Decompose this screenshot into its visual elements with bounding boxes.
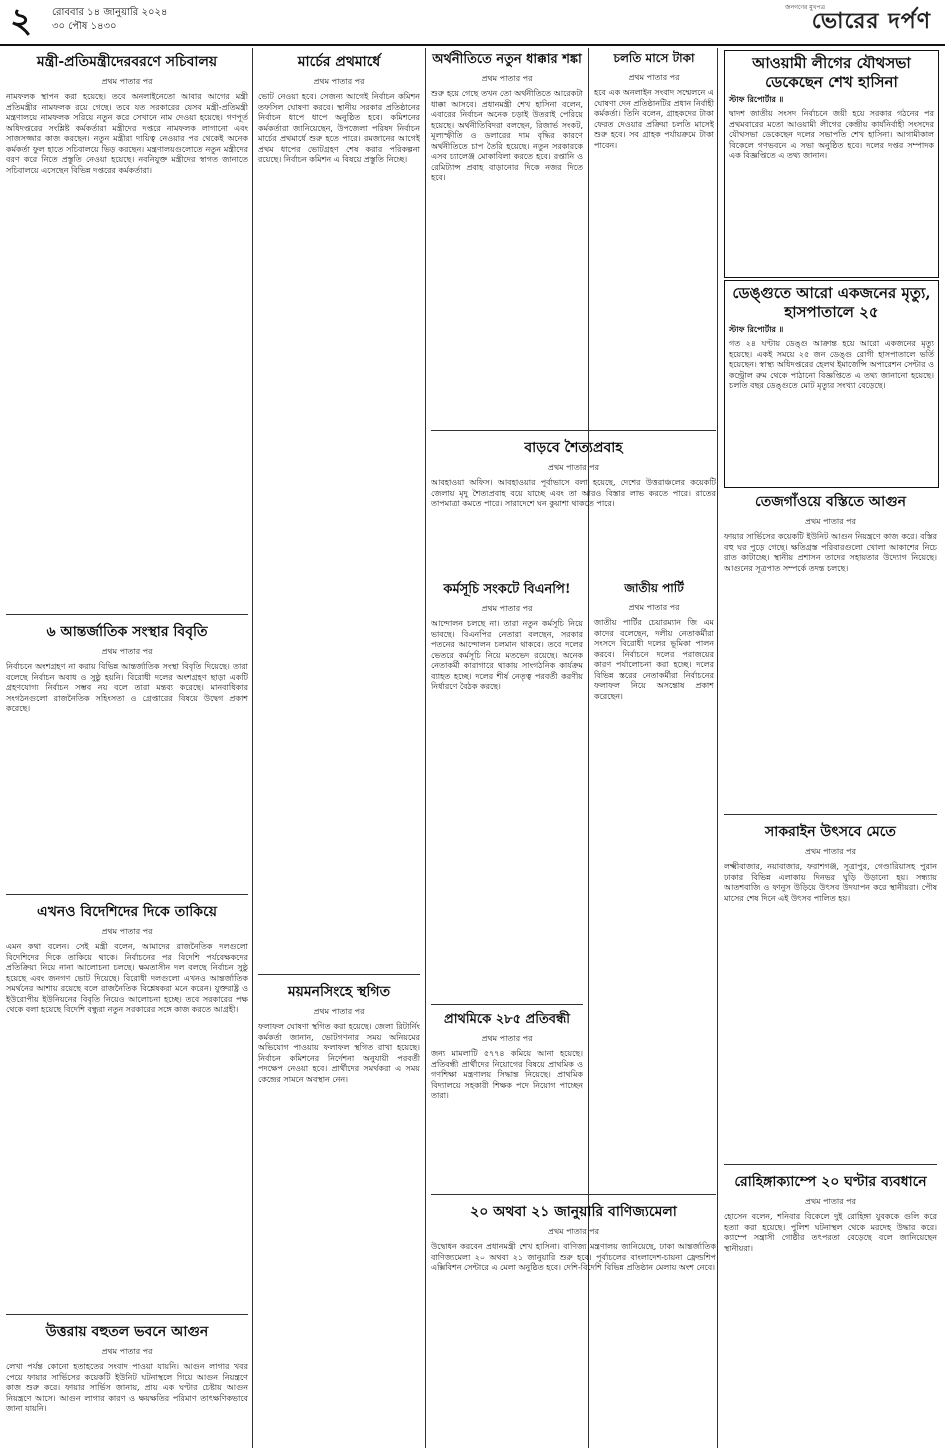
article-rohingya-camp (724, 1170, 937, 1446)
article-march-first-half (258, 50, 420, 970)
continued-label: প্রথম পাতার পর (101, 927, 153, 936)
article-body: ভোট নেওয়া হবে। সেজন্য আগেই নির্বাচন কমিশন তফসিল ঘোষণা করবে। স্থানীয় সরকার প্রতিষ্ঠানের নির্বাচন ধাপে ধাপে অনুষ্ঠিত হবে। কমিশনের কর্মকর্তারা জানিয়েছেন, উপজেলা পরিষদ নির্বাচন মার্চের প্রথমার্ধে শুরু হতে পারে। রমজানের আগেই প্রথম ধাপের ভোটগ্রহণ শেষ করার পরিকল্পনা রয়েছে। নির্বাচন কমিশন এ বিষয়ে প্রস্তুতি নিচ্ছে। (258, 92, 420, 164)
page-header (0, 0, 945, 46)
continued-label: প্রথম পাতার পর (805, 847, 856, 856)
article-divider (6, 1314, 248, 1315)
article-divider (6, 894, 248, 895)
date-block (52, 6, 167, 34)
continued-label: প্রথম পাতার পর (101, 77, 153, 86)
date-line-bangla: ৩০ পৌষ ১৪৩০ (52, 21, 117, 32)
continued-label: প্রথম পাতার পর (481, 604, 533, 613)
article-body: শুরু হয়ে গেছে তখন তো অর্থনীতিতে আরেকটা ধাক্কা আসবে। প্রধানমন্ত্রী শেখ হাসিনা বলেন, এবারের নির্বাচন অনেক চড়াই উতরাই পেরিয়ে হয়েছে। অর্থনীতিবিদরা বলছেন, রিজার্ভ সংকট, মূল্যস্ফীতি ও ডলারের দাম বৃদ্ধির কারণে অর্থনীতিতে চাপ তৈরি হয়েছে। নতুন সরকারকে এসব চ্যালেঞ্জ মোকাবিলা করতে হবে। রপ্তানি ও রেমিট্যান্স প্রবাহ বাড়ানোর দিকে নজর দিতে হবে। (431, 89, 583, 182)
headline: মার্চের প্রথমার্ধে (297, 54, 381, 70)
column-rule (252, 48, 253, 1448)
headline: এখনও বিদেশিদের দিকে তাকিয়ে (37, 904, 217, 920)
article-tejgaon-fire (724, 490, 937, 810)
article-body: জাতীয় পার্টির চেয়ারম্যান জি এম কাদের বলেছেন, দলীয় নেতাকর্মীরা সংসদে বিরোধী দলের ভূমিকা পালন করবে। নির্বাচনে দলের পরাজয়ের কারণ পর্যালোচনা করা হচ্ছে। দলের বিভিন্ন স্তরের নেতাকর্মীরা নির্বাচনের ফলাফল নিয়ে অসন্তোষ প্রকাশ করেছেন। (594, 618, 714, 701)
article-body: লেখা পর্যন্ত কোনো হতাহতের সংবাদ পাওয়া যায়নি। আগুন লাগার খবর পেয়ে ফায়ার সার্ভিসের কয়েকটি ইউনিট ঘটনাস্থলে গিয়ে আগুন নিয়ন্ত্রণে কাজ শুরু করে। ফায়ার সার্ভিস জানায়, প্রায় এক ঘণ্টার চেষ্টায় আগুন নিয়ন্ত্রণে আসে। আগুন লাগার কারণ ও ক্ষয়ক্ষতির পরিমাণ তাৎক্ষণিকভাবে জানা যায়নি। (6, 1362, 248, 1413)
article-body: ফলাফল ঘোষণা স্থগিত করা হয়েছে। জেলা রিটার্নিং কর্মকর্তা জানান, ভোটগণনার সময় অনিয়মের অভিযোগ পাওয়ায় ফলাফল স্থগিত রাখা হয়েছে। নির্বাচন কমিশনের নির্দেশনা অনুযায়ী পরবর্তী পদক্ষেপ নেওয়া হবে। প্রার্থীদের সমর্থকরা এ সময় কেন্দ্রের সামনে অবস্থান নেন। (258, 1022, 420, 1084)
continued-label: প্রথম পাতার পর (101, 647, 153, 656)
article-sachibaloy (6, 50, 248, 610)
continued-label: প্রথম পাতার পর (628, 603, 680, 612)
article-body: ফায়ার সার্ভিসের কয়েকটি ইউনিট আগুন নিয়ন্ত্রণে কাজ করে। বস্তির বহু ঘর পুড়ে গেছে। ক্ষতিগ্রস্ত পরিবারগুলো খোলা আকাশের নিচে রাত কাটাচ্ছে। স্থানীয় প্রশাসন তাদের সহায়তার উদ্যোগ নিয়েছে। আগুনের সূত্রপাত সম্পর্কে তদন্ত চলছে। (724, 532, 937, 573)
article-primary-disabled (431, 1010, 583, 1190)
article-dengue-death (724, 280, 939, 488)
article-sakrain-festival (724, 820, 937, 1160)
article-body: হোসেন বলেন, শনিবার বিকেলে দুই রোহিঙ্গা যুবককে গুলি করে হত্যা করা হয়েছে। পুলিশ ঘটনাস্থল থেকে মরদেহ উদ্ধার করে। ক্যাম্পে সন্ত্রাসী গোষ্ঠীর তৎপরতা বেড়েছে বলে জানিয়েছেন স্থানীয়রা। (724, 1212, 937, 1253)
headline: সাকরাইন উৎসবে মেতে (765, 824, 896, 840)
article-body: দ্বাদশ জাতীয় সংসদ নির্বাচনে জয়ী হয়ে সরকার গঠনের পর প্রথমবারের মতো আওয়ামী লীগের কেন্দ্রীয় কার্যনির্বাহী সংসদের যৌথসভা ডেকেছেন দলের সভাপতি শেখ হাসিনা। আগামীকাল বিকেলে গণভবনে এ সভা অনুষ্ঠিত হবে। দলের দপ্তর সম্পাদক এক বিজ্ঞপ্তিতে এ তথ্য জানান। (729, 109, 934, 160)
headline: উত্তরায় বহুতল ভবনে আগুন (45, 1324, 209, 1340)
article-foreign-watch (6, 900, 248, 1310)
continued-label: প্রথম পাতার পর (805, 517, 856, 526)
article-body: লক্ষ্মীবাজার, নয়াবাজার, ফরাশগঞ্জ, সূত্রাপুর, গেণ্ডারিয়াসহ পুরান ঢাকার বিভিন্ন এলাকায় দিনভর ঘুড়ি উড়ানো হয়। সন্ধ্যায় আতশবাজি ও ফানুস উড়িয়ে উৎসব উদযাপন করে স্থানীয়রা। পৌষ মাসের শেষ দিনে এই উৎসব পালিত হয়। (724, 862, 937, 903)
masthead-logo: ভোরের দর্পণ (811, 8, 931, 34)
article-divider (258, 974, 420, 975)
article-bnp-program (431, 580, 583, 1000)
continued-label: প্রথম পাতার পর (313, 1007, 365, 1016)
headline: বাড়বে শৈত্যপ্রবাহ (524, 440, 623, 456)
headline: চলতি মাসে টাকা (613, 51, 695, 65)
headline: আওয়ামী লীগের যৌথসভা ডেকেছেন শেখ হাসিনা (752, 54, 911, 91)
continued-label: প্রথম পাতার পর (313, 77, 365, 86)
headline: ৬ আন্তর্জাতিক সংস্থার বিবৃতি (46, 624, 208, 640)
article-divider (6, 614, 248, 615)
article-divider (431, 1004, 583, 1005)
headline: ময়মনসিংহে স্থগিত (287, 984, 391, 1000)
article-body: গত ২৪ ঘণ্টায় ডেঙ্গু আক্রান্ত হয়ে আরো একজনের মৃত্যু হয়েছে। একই সময়ে ২৫ জন ডেঙ্গু রোগী হাসপাতালে ভর্তি হয়েছেন। স্বাস্থ্য অধিদপ্তরের হেলথ ইমার্জেন্সি অপারেশন সেন্টার ও কন্ট্রোল রুম থেকে পাঠানো বিজ্ঞপ্তিতে এ তথ্য জানানো হয়েছে। চলতি বছর ডেঙ্গুতে মোট মৃত্যুর সংখ্যা বেড়েছে। (729, 339, 934, 390)
headline: অর্থনীতিতে নতুন ধাক্কার শঙ্কা (432, 52, 582, 67)
article-economy-shock (431, 50, 583, 410)
byline: স্টাফ রিপোর্টার ॥ (729, 324, 784, 334)
article-divider (431, 1194, 716, 1195)
column-rule (717, 48, 718, 1448)
article-divider (724, 1164, 937, 1165)
masthead-tagline: জনগণের মুখপত্র (785, 4, 825, 11)
headline: ২০ অথবা ২১ জানুয়ারি বাণিজ্যমেলা (470, 1204, 677, 1220)
article-uttara-fire (6, 1320, 248, 1446)
continued-label: প্রথম পাতার পর (805, 1197, 856, 1206)
article-trade-fair (431, 1200, 716, 1446)
article-body: নামফলক স্থাপন করা হয়েছে। তবে অনলাইনেতো আবার আগের মন্ত্রী প্রতিমন্ত্রীর নামফলক রয়ে গেছে। তবে যত সরকারের যেসব মন্ত্রী-প্রতিমন্ত্রী মন্ত্রণালয়ে নামফলক সরিয়ে নতুন করে সেখানে নাম দেওয়া হয়েছে। গণপূর্ত অধিদপ্তরের সংশ্লিষ্ট কর্মকর্তারা মন্ত্রীদের দপ্তরে নামফলক লাগানো এবং সাজসজ্জার কাজ করছেন। নতুন মন্ত্রীরা দায়িত্ব নেওয়ার পর থেকেই অনেক কর্মকর্তা ফুল হাতে সচিবালয়ে ভিড় করছেন। মন্ত্রণালয়গুলোতে নতুন মন্ত্রীদের বরণ করে নিতে প্রস্তুতি নেওয়া হয়েছে। নবনিযুক্ত মন্ত্রীদের স্বাগত জানাতে সচিবালয়ে এসেছেন বিভিন্ন দপ্তরের কর্মকর্তারা। (6, 92, 248, 175)
article-jatiya-party (594, 580, 714, 1190)
article-body: আন্দোলন চলছে না। তারা নতুন কর্মসূচি নিয়ে ভাবছে। বিএনপির নেতারা বলছেন, সরকার পতনের আন্দোলন চলমান থাকবে। তবে দলের ভেতরে কর্মসূচি নিয়ে মতভেদ রয়েছে। অনেক নেতাকর্মী কারাগারে থাকায় সাংগঠনিক কার্যক্রম ব্যাহত হচ্ছে। দলের শীর্ষ নেতৃত্ব পরবর্তী করণীয় নির্ধারণে বৈঠক করছে। (431, 619, 583, 691)
article-body: হবে এক অনলাইন সংবাদ সম্মেলনে এ ঘোষণা দেন প্রতিষ্ঠানটির প্রধান নির্বাহী কর্মকর্তা। তিনি বলেন, গ্রাহকদের টাকা ফেরত দেওয়ার প্রক্রিয়া চলতি মাসেই শুরু হবে। সব গ্রাহক পর্যায়ক্রমে টাকা পাবেন। (594, 88, 714, 150)
article-body: আবহাওয়া অফিস। আবহাওয়ার পূর্বাভাসে বলা হয়েছে, দেশের উত্তরাঞ্চলের কয়েকটি জেলায় মৃদু শৈত্যপ্রবাহ বয়ে যাচ্ছে এবং তা আরও বিস্তার লাভ করতে পারে। রাতের তাপমাত্রা কমতে পারে। সারাদেশে ঘন কুয়াশা থাকতে পারে। (431, 478, 716, 508)
headline: জাতীয় পার্টি (624, 581, 684, 595)
continued-label: প্রথম পাতার পর (548, 463, 599, 472)
headline: প্রাথমিকে ২৮৫ প্রতিবন্ধী (444, 1012, 570, 1027)
headline: তেজগাঁওয়ে বস্তিতে আগুন (755, 494, 906, 510)
headline: কর্মসূচি সংকটে বিএনপি! (443, 582, 571, 597)
continued-label: প্রথম পাতার পর (101, 1347, 153, 1356)
column-rule (425, 48, 426, 1448)
continued-label: প্রথম পাতার পর (628, 73, 680, 82)
continued-label: প্রথম পাতার পর (481, 1034, 533, 1043)
headline: রোহিঙ্গাক্যাম্পে ২০ ঘণ্টার ব্যবধানে (734, 1174, 927, 1190)
article-international-statement (6, 620, 248, 890)
continued-label: প্রথম পাতার পর (548, 1227, 599, 1236)
article-mymensingh-suspended (258, 980, 420, 1446)
article-body: জন্য মামলাটি ৫৭৭৪ কমিয়ে আনা হয়েছে। প্রতিবন্ধী প্রার্থীদের নিয়োগের বিষয়ে প্রাথমিক ও গণশিক্ষা মন্ত্রণালয় সিদ্ধান্ত নিয়েছে। প্রাথমিক বিদ্যালয়ে সহকারী শিক্ষক পদে নিয়োগ পাচ্ছেন তারা। (431, 1049, 583, 1100)
date-line-gregorian: রোববার ১৪ জানুয়ারি ২০২৪ (52, 7, 168, 18)
headline: ডেঙ্গুতে আরো একজনের মৃত্যু, হাসপাতালে ২৫ (732, 284, 931, 321)
article-body: এমন কথা বলেন। সেই মন্ত্রী বলেন, আমাদের রাজনৈতিক দলগুলো বিদেশিদের দিকে তাকিয়ে থাকে। নির্বাচনের পর বিদেশি পর্যবেক্ষকদের প্রতিক্রিয়া নিয়ে নানা আলোচনা চলছে। ক্ষমতাসীন দল বলছে নির্বাচন সুষ্ঠু হয়েছে এবং জনগণ ভোট দিয়েছে। বিরোধী দলগুলো এখনও আন্তর্জাতিক সমর্থনের আশায় রয়েছে বলে রাজনৈতিক বিশ্লেষকরা মনে করেন। যুক্তরাষ্ট্র ও ইউরোপীয় ইউনিয়নের বিবৃতি নিয়েও আলোচনা হচ্ছে। তবে সরকারের পক্ষ থেকে বলা হয়েছে বিদেশি বন্ধুরা নতুন সরকারের সঙ্গে কাজ করতে আগ্রহী। (6, 942, 248, 1014)
article-body: উদ্বোধন করবেন প্রধানমন্ত্রী শেখ হাসিনা। বাণিজ্য মন্ত্রণালয় জানিয়েছে, ঢাকা আন্তর্জাতিক বাণিজ্যমেলা ২০ অথবা ২১ জানুয়ারি শুরু হবে। পূর্বাচলের বাংলাদেশ-চায়না ফ্রেন্ডশিপ এক্সিবিশন সেন্টারে এ মেলা অনুষ্ঠিত হবে। দেশি-বিদেশি বিভিন্ন প্রতিষ্ঠান মেলায় অংশ নেবে। (431, 1242, 716, 1272)
continued-label: প্রথম পাতার পর (481, 74, 533, 83)
article-money-this-month (594, 50, 714, 426)
article-divider (724, 814, 937, 815)
article-body: নির্বাচনে অংশগ্রহণ না করায় বিভিন্ন আন্তর্জাতিক সংস্থা বিবৃতি দিয়েছে। তারা বলেছে নির্বাচন অবাধ ও সুষ্ঠু হয়নি। বিরোধী দলের অংশগ্রহণ ছাড়া একটি গ্রহণযোগ্য নির্বাচন সম্ভব নয় বলে তারা মন্তব্য করেছে। মানবাধিকার সংগঠনগুলো রাজনৈতিক সহিংসতা ও গ্রেপ্তারের বিষয়ে উদ্বেগ প্রকাশ করেছে। (6, 662, 248, 713)
page-number: ২ (10, 1, 33, 41)
article-cold-wave (431, 436, 716, 576)
article-divider (431, 430, 716, 431)
byline: স্টাফ রিপোর্টার ॥ (729, 94, 784, 104)
headline: মন্ত্রী-প্রতিমন্ত্রীদেরবরণে সচিবালয় (36, 54, 218, 70)
article-awami-league-meeting (724, 50, 939, 278)
